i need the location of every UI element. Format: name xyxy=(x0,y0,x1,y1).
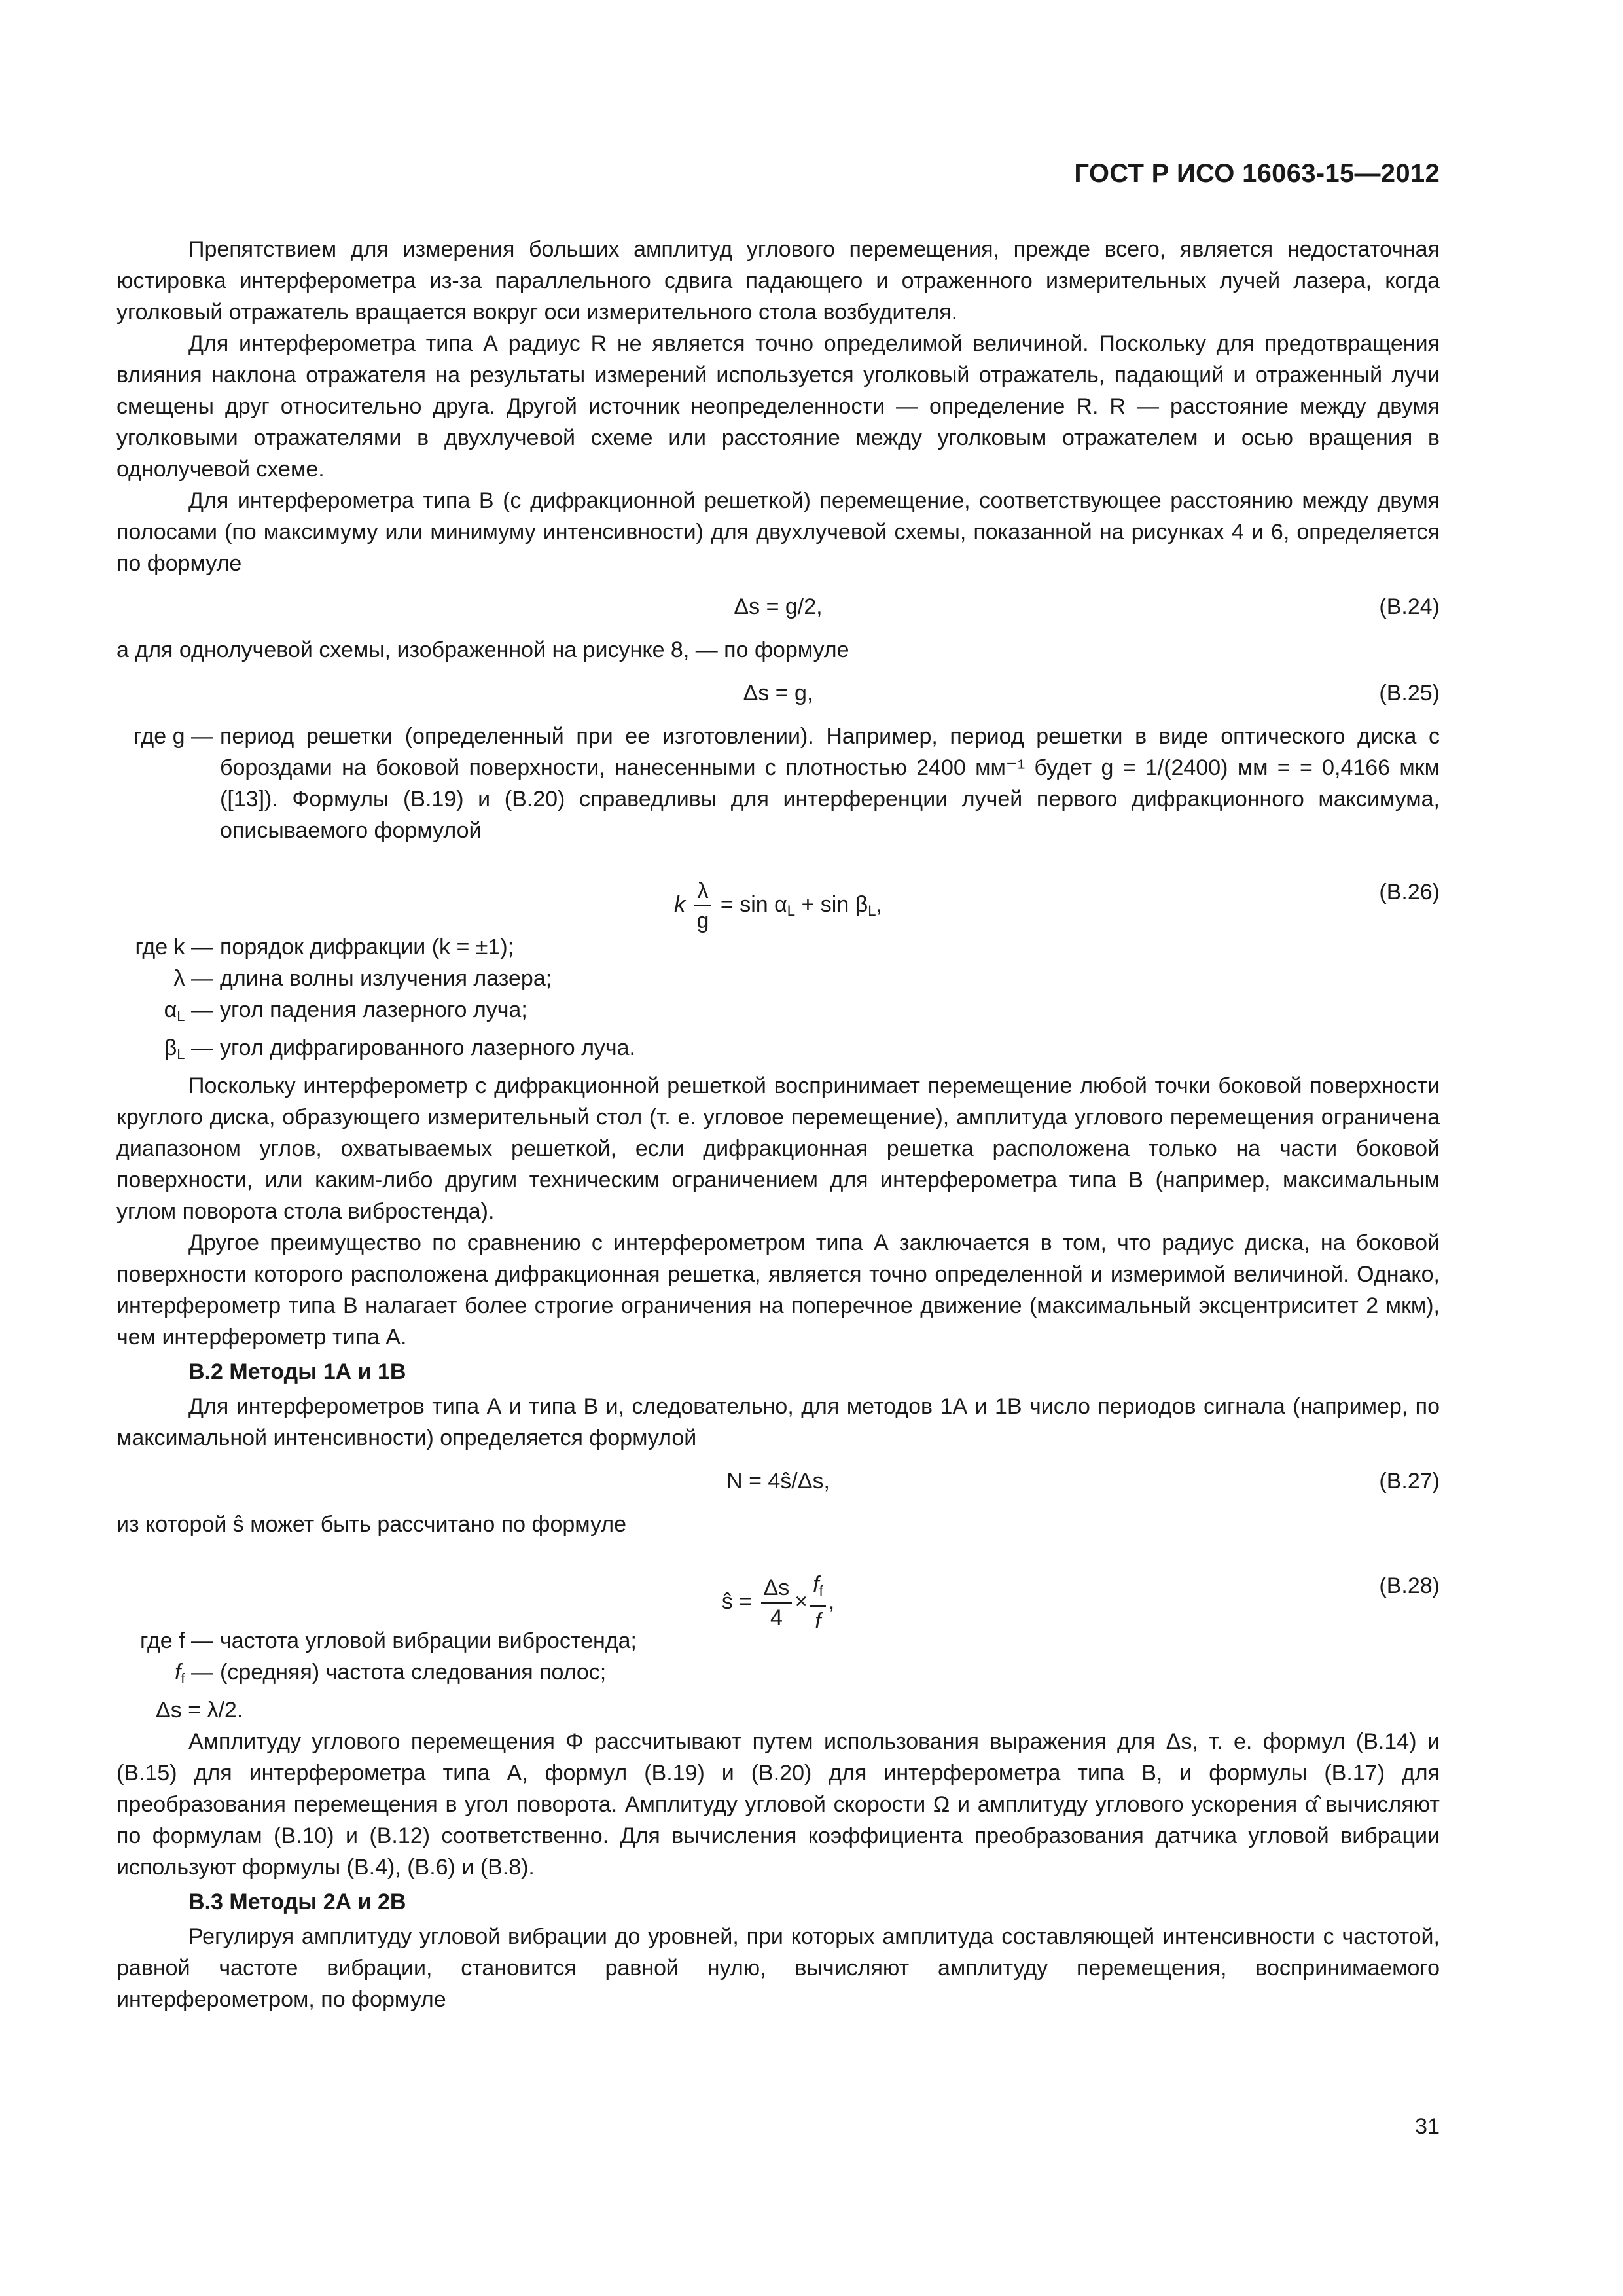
definition-f xyxy=(116,1625,1440,1657)
fraction-denominator: f xyxy=(815,1609,821,1634)
paragraph: Препятствием для измерения больших амплитуд углового перемещения, прежде всего, является недостаточная юстировка интерферометра из-за параллельного сдвига падающего и отраженного измерительных лучей лазера, когда уголковый отражатель вращается вокруг оси измерительного стола возбудителя. xyxy=(116,237,1440,325)
eq-k: k xyxy=(674,891,686,917)
num-symbol: f xyxy=(813,1572,819,1597)
equation-number: (В.25) xyxy=(1379,681,1440,706)
definition-g xyxy=(116,721,1440,846)
equation-formula: Δs = g, xyxy=(743,681,813,706)
fraction-numerator xyxy=(810,1570,826,1607)
page-number: 31 xyxy=(1415,2114,1440,2139)
definition-k xyxy=(116,931,1440,963)
eq-sub: L xyxy=(868,902,876,919)
definition-key xyxy=(116,994,220,1032)
equation-number: (В.28) xyxy=(1379,1573,1440,1598)
paragraph: из которой ŝ может быть рассчитано по формуле xyxy=(116,1512,627,1537)
paragraph: Для интерферометра типа В (с дифракционной решеткой) перемещение, соответствующее расстоянию между двумя полосами (по максимуму или минимуму интенсивности) для двухлучевой схемы, показанной на рисунках 4 и 6, определяется по формуле xyxy=(116,488,1440,576)
equation-formula: N = 4ŝ/Δs, xyxy=(726,1469,830,1494)
definition-alpha xyxy=(116,994,1440,1032)
definition-text: период решетки (определенный при ее изготовлении). Например, период решетки в виде оптического диска с бороздами на боковой поверхности, нанесенными с плотностью 2400 мм⁻¹ будет g = 1/(2400) мм = = 0,4166 мкм ([13]). Формулы (В.19) и (В.20) справедливы для интерференции лучей первого дифракционного максимума, описываемого формулой xyxy=(220,724,1440,843)
equation-formula xyxy=(116,876,1440,935)
fraction-denominator: 4 xyxy=(770,1605,783,1630)
eq-rhs: = sin α xyxy=(720,891,787,917)
equation-b27 xyxy=(116,1454,1440,1509)
definition-list xyxy=(116,1625,1440,1726)
definition-key: где g — xyxy=(134,724,213,749)
definition-text: (средняя) частота следования полос; xyxy=(220,1660,607,1685)
definition-text: длина волны излучения лазера; xyxy=(220,966,552,991)
equation-number: (В.24) xyxy=(1379,594,1440,619)
definition-beta xyxy=(116,1032,1440,1070)
fraction-denominator: g xyxy=(696,908,709,933)
eq-times: × xyxy=(794,1588,808,1614)
document-header: ГОСТ Р ИСО 16063-15—2012 xyxy=(1074,159,1440,188)
fraction-numerator: Δs xyxy=(761,1573,793,1604)
key-tail: — xyxy=(185,1035,213,1060)
key-symbol: β xyxy=(164,1035,177,1060)
key-tail: — xyxy=(185,1660,213,1685)
paragraph: Поскольку интерферометр с дифракционной решеткой воспринимает перемещение любой точки боковой поверхности круглого диска, образующего измерительный стол (т. е. угловое перемещение), амплитуда углового перемещения ограничена диапазоном углов, охватываемых решеткой, если дифракционная решетка расположена только на части боковой поверхности, или каким-либо другим техническим ограничением для интерферометра типа В (например, максимальным углом поворота стола вибростенда). xyxy=(116,1073,1440,1224)
key-tail: — xyxy=(185,997,213,1022)
key-sub: f xyxy=(181,1670,185,1687)
eq-tail: , xyxy=(828,1588,835,1614)
paragraph: Амплитуду углового перемещения Φ рассчитывают путем использования выражения для Δs, т. е. формул (В.14) и (В.15) для интерферометра типа А, формул (В.19) и (В.20) для интерферометра типа В, и формулы (В.17) для преобразования перемещения в угол поворота. Амплитуду угловой скорости Ω и амплитуду углового ускорения α̂ вычисляют по формулам (В.10) и (В.12) соответственно. Для вычисления коэффициента преобразования датчика угловой вибрации используют формулы (В.4), (В.6) и (В.8). xyxy=(116,1729,1440,1880)
definition-key xyxy=(116,1657,220,1695)
section-heading-b2: В.2 Методы 1А и 1В xyxy=(188,1359,406,1384)
definition-text: угол падения лазерного луча; xyxy=(220,997,527,1022)
paragraph: а для однолучевой схемы, изображенной на рисунке 8, — по формуле xyxy=(116,637,849,662)
eq-lhs: ŝ = xyxy=(721,1588,753,1614)
equation-b28 xyxy=(116,1540,1440,1634)
key-symbol: f xyxy=(174,1660,181,1685)
eq-tail: , xyxy=(876,891,882,917)
definition-text: частота угловой вибрации вибростенда; xyxy=(220,1628,637,1653)
key-symbol: α xyxy=(164,997,177,1022)
definition-text: порядок дифракции (k = ±1); xyxy=(220,935,514,960)
equation-b24 xyxy=(116,579,1440,634)
num-sub: f xyxy=(819,1583,823,1599)
key-sub: L xyxy=(177,1046,185,1062)
equation-formula: Δs = g/2, xyxy=(734,594,823,619)
definition-text: угол дифрагированного лазерного луча. xyxy=(220,1035,635,1060)
paragraph: Для интерферометра типа А радиус R не является точно определимой величиной. Поскольку для предотвращения влияния наклона отражателя на результаты измерений используется уголковый отражатель, падающий и отраженный лучи смещены друг относительно друга. Другой источник неопределенности — определение R. R — расстояние между двумя уголковыми отражателями в двухлучевой схеме или расстояние между уголковым отражателем и осью вращения в однолучевой схеме. xyxy=(116,331,1440,482)
definition-key: λ — xyxy=(173,966,213,991)
equation-b26 xyxy=(116,846,1440,931)
definition-ds xyxy=(116,1695,1440,1726)
definition-key: Δs = λ/2. xyxy=(156,1698,243,1723)
eq-sub: L xyxy=(787,902,796,919)
section-heading-b3: В.3 Методы 2А и 2В xyxy=(188,1890,406,1914)
fraction xyxy=(761,1573,793,1632)
definition-list xyxy=(116,931,1440,1070)
paragraph: Для интерферометров типа А и типа В и, следовательно, для методов 1А и 1В число периодов сигнала (например, по максимальной интенсивности) определяется формулой xyxy=(116,1394,1440,1450)
definition-key: где f — xyxy=(140,1628,213,1653)
fraction-numerator: λ xyxy=(694,876,712,906)
key-sub: L xyxy=(177,1008,185,1024)
document-page xyxy=(116,0,1440,2296)
paragraph: Другое преимущество по сравнению с интерферометром типа А заключается в том, что радиус диска, на боковой поверхности которого расположена дифракционная решетка, является точно определенной и измеримой величиной. Однако, интерферометр типа В налагает более строгие ограничения на поперечное движение (максимальный эксцентриситет 2 мкм), чем интерферометр типа А. xyxy=(116,1230,1440,1350)
definition-key xyxy=(116,1032,220,1070)
fraction xyxy=(694,876,712,935)
equation-number: (В.26) xyxy=(1379,880,1440,905)
equation-b25 xyxy=(116,666,1440,721)
definition-lambda xyxy=(116,963,1440,994)
definition-ff xyxy=(116,1657,1440,1695)
equation-number: (В.27) xyxy=(1379,1469,1440,1494)
eq-rhs2: + sin β xyxy=(795,891,868,917)
document-body xyxy=(116,234,1440,2015)
paragraph: Регулируя амплитуду угловой вибрации до уровней, при которых амплитуда составляющей интенсивности с частотой, равной частоте вибрации, становится равной нулю, вычисляют амплитуду перемещения, воспринимаемого интерферометром, по формуле xyxy=(116,1924,1440,2012)
definition-key: где k — xyxy=(135,935,213,960)
